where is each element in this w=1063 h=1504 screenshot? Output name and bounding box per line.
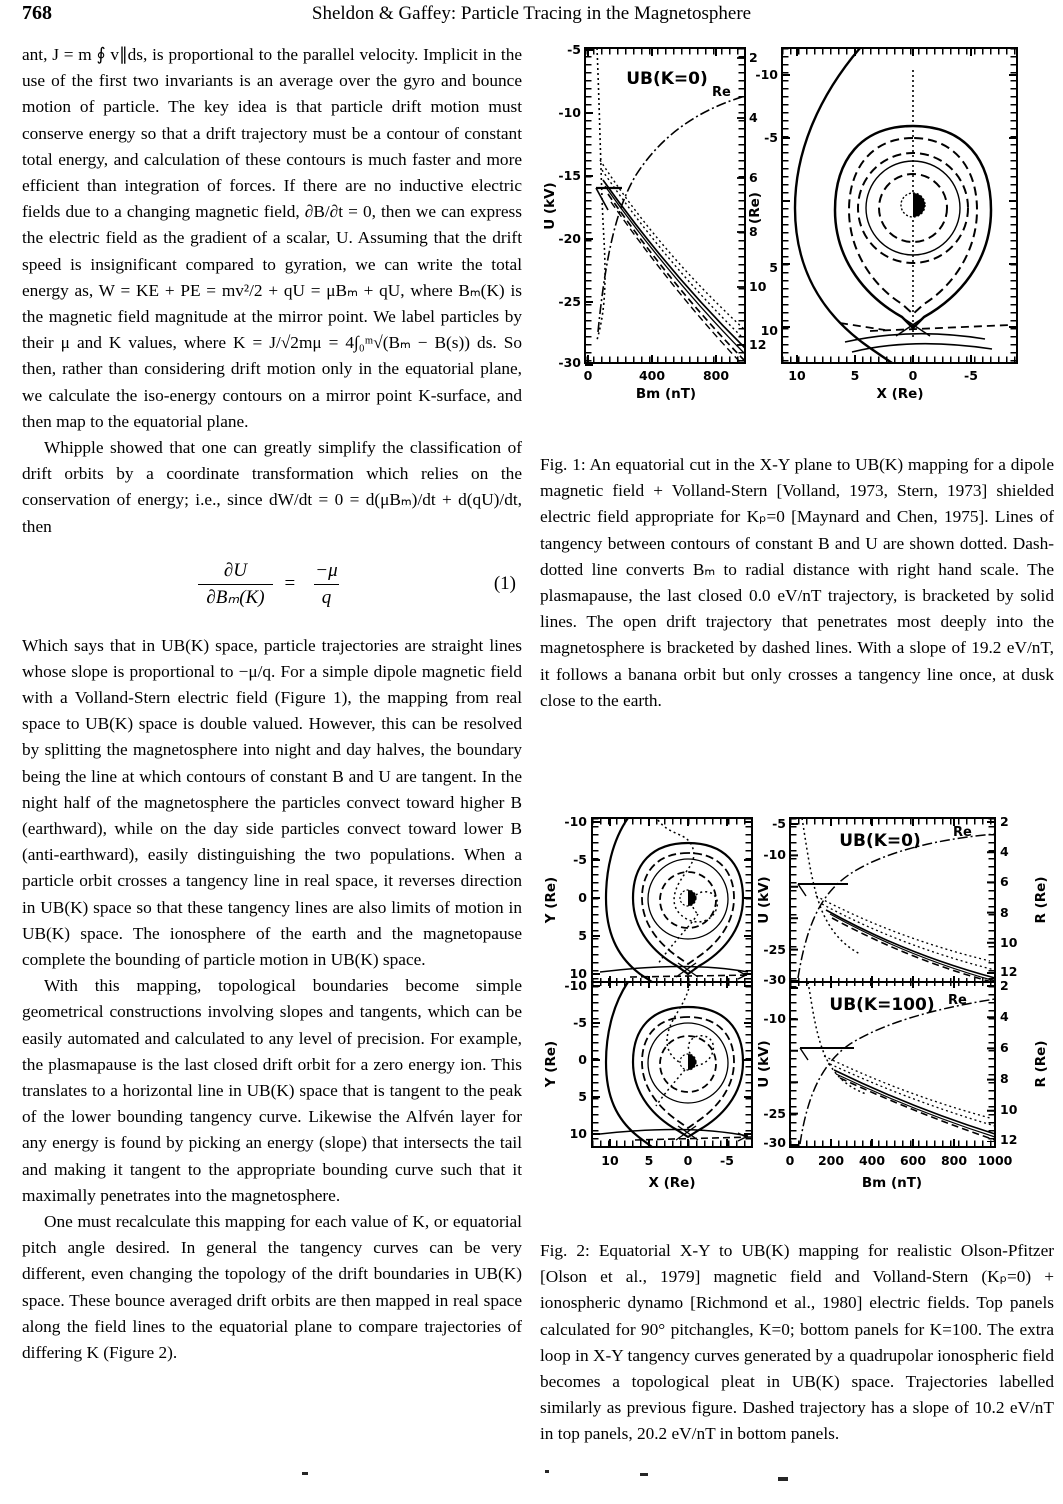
fig2-xy-xtick-3: -5 <box>720 1153 734 1168</box>
fig2-xybot-ytick-2: 0 <box>578 1052 587 1067</box>
fig1-earth-symbol <box>901 193 925 217</box>
paragraph-5: One must recalculate this mapping for each value of K, or equatorial pitch angle desired. In general the tangency curves can be very different, even changing the topology of the drift boundaries in UB(K) space. These bounce averaged drift orbits are then mapped in real space along the field lines to the equatorial plane to compare trajectories of differing K (Figure 2). <box>22 1212 522 1363</box>
fig1-ub-xlabel: Bm (nT) <box>635 386 697 402</box>
fig1-xy-panel <box>747 48 1017 402</box>
fig2-ubtop-rtick-1: 4 <box>1000 844 1009 859</box>
left-column <box>22 42 522 1366</box>
fig2-ubbot-rtick-0: 2 <box>1000 978 1009 993</box>
fig1-ub-ylabel: U (kV) <box>542 182 558 230</box>
fig1-ub-ytick-0: -5 <box>567 42 581 57</box>
fig2-xy-panels <box>543 814 752 1191</box>
equation-equals: = <box>284 573 296 595</box>
equation-lhs-denominator: ∂Bₘ(K) <box>198 584 272 609</box>
fig2-xybot-ytick-0: -10 <box>564 978 587 993</box>
fig2-earth-bottom <box>680 1054 696 1070</box>
equation-number: (1) <box>493 573 516 595</box>
fig2-ubbot-title: UB(K=100) <box>829 995 935 1015</box>
scan-artifact <box>640 1473 648 1476</box>
fig1-ub-rtick-0: 2 <box>749 50 758 65</box>
scan-artifact <box>302 1472 308 1475</box>
fig1-ub-rtick-1: 4 <box>749 110 758 125</box>
fig1-ub-ytick-1: -10 <box>558 105 581 120</box>
fig2-xytop-ytick-3: 5 <box>578 928 587 943</box>
fig2-ubbot-rtick-5: 12 <box>1000 1132 1018 1147</box>
fig1-xy-xtick-1: 5 <box>850 368 860 383</box>
page-number: 768 <box>22 2 52 24</box>
fig1-ub-xtick-0: 0 <box>583 368 593 383</box>
fig2-xy-xtick-2: 0 <box>683 1153 693 1168</box>
fig2-xy-xlabel: X (Re) <box>648 1175 696 1191</box>
figure-1-plot <box>540 40 1063 412</box>
fig2-ub-xtick-2: 400 <box>858 1153 886 1168</box>
fig2-xy-xtick-0: 10 <box>601 1153 619 1168</box>
scan-artifact <box>545 1470 549 1473</box>
fig1-xy-xtick-3: -5 <box>964 368 978 383</box>
fig1-xy-ytick-0: -10 <box>755 67 778 82</box>
fig2-xytop-ytick-0: -10 <box>564 814 587 829</box>
fig2-xybot-ylabel: Y (Re) <box>543 1040 559 1088</box>
fig2-ubbot-rtick-3: 8 <box>1000 1071 1009 1086</box>
fig2-ubbot-ytick-0: -10 <box>763 1011 786 1026</box>
fig2-ubtop-ylabel: U (kV) <box>756 876 772 924</box>
fig2-ub-xtick-3: 600 <box>899 1153 927 1168</box>
running-title: Sheldon & Gaffey: Particle Tracing in the Magnetosphere <box>311 3 752 24</box>
fig2-ubbot-rtick-2: 6 <box>1000 1040 1009 1055</box>
fig2-ub-xtick-5: 1000 <box>977 1153 1013 1168</box>
scan-artifact <box>778 1477 788 1481</box>
fig1-ub-panel <box>542 42 767 402</box>
fig2-ubtop-ytick-2: -25 <box>763 942 786 957</box>
fig2-ubbot-ytick-2: -30 <box>763 1135 786 1150</box>
fig1-ub-ytick-4: -25 <box>558 294 581 309</box>
fig1-ub-ytick-3: -20 <box>558 231 581 246</box>
figure-2-plot <box>540 796 1063 1200</box>
fig2-ub-panels <box>756 814 1049 1191</box>
fig2-ubtop-ytick-1: -10 <box>763 847 786 862</box>
fig1-xy-ytick-3: 10 <box>760 323 778 338</box>
figure-2-caption: Fig. 2: Equatorial X-Y to UB(K) mapping for realistic Olson-Pfitzer [Olson et al., 1979] magnetic field and Volland-Stern (Kₚ=0) + ionospheric dynamo [Richmond et al., 1980] electric fields. Top panels calculated for 90° pitchangles, K=0; bottom panels for K=100. The extra loop in X-Y tangency curves generated by a quadrupolar ionospheric field becomes a topological pleat in UB(K) space. Trajectories labelled similarly as previous figure. Dashed trajectory has a slope of 10.2 eV/nT in top panels, 20.2 eV/nT in bottom panels. <box>540 1241 1054 1444</box>
fig2-ubtop-rlabel: R (Re) <box>1033 876 1049 924</box>
fig2-ub-xtick-0: 0 <box>785 1153 795 1168</box>
equation-rhs <box>307 560 345 609</box>
fig2-ub-xtick-4: 800 <box>940 1153 968 1168</box>
equation-rhs-denominator: q <box>314 584 340 609</box>
fig2-ubtop-rtick-5: 12 <box>1000 964 1018 979</box>
fig2-xybot-ytick-4: 10 <box>569 1126 587 1141</box>
fig2-ubbot-rtick-1: 4 <box>1000 1009 1009 1024</box>
fig2-ubbot-rlabel: R (Re) <box>1033 1040 1049 1088</box>
fig2-xybot-ytick-3: 5 <box>578 1089 587 1104</box>
fig2-ubtop-rtick-3: 8 <box>1000 905 1009 920</box>
equation-rhs-numerator: −μ <box>315 559 338 581</box>
fig1-xy-xlabel: X (Re) <box>876 386 924 402</box>
fig1-ub-xtick-2: 800 <box>702 368 730 383</box>
fig2-ubtop-ytick-0: -5 <box>772 816 786 831</box>
fig2-earth-top <box>680 890 696 906</box>
fig2-xytop-ylabel: Y (Re) <box>543 876 559 924</box>
equation-lhs <box>198 560 272 609</box>
paragraph-1: ant, J = m ∮ v∥ds, is proportional to the parallel velocity. Implicit in the use of the first two invariants is an average over the gyro and bounce motion of particle. The key idea is that particle drift motion must conserve energy so that a drift trajectory must be a contour of constant total energy, and calculation of these contours is much faster and more efficient than integration of forces. If there are no inductive electric fields due to a changing magnetic field, ∂B/∂t = 0, then we can express the electric field as the gradient of a scalar, U. Assuming that the drift speed is insignificant compared to gyration, we can write the total energy as, W = KE + PE = mv²/2 + qU = μBₘ + qU, where Bₘ(K) is the magnetic field magnitude at the mirror point. We label particles by their μ and K values, where K = J/√2mμ = 4∫₀ᵐ√(Bₘ − B(s)) ds. So then, rather than considering drift motion only in the equatorial plane, we calculate the iso-energy contours on a mirror point K-surface, and then map to the equatorial plane. <box>22 45 522 431</box>
fig1-ub-rtick-2: 6 <box>749 170 758 185</box>
fig2-ubbot-ytick-1: -25 <box>763 1106 786 1121</box>
fig2-xy-xtick-1: 5 <box>644 1153 654 1168</box>
fig1-xy-ytick-1: -5 <box>764 130 778 145</box>
paragraph-3: Which says that in UB(K) space, particle trajectories are straight lines whose slope is proportional to −μ/q. For a simple dipole magnetic field with a Volland-Stern electric field (Figure 1), the mapping from real space to UB(K) space is double valued. However, this can be resolved by splitting the magnetosphere into night and day halves, the boundary being the line at which contours of constant B and U are tangent. In the night half of the magnetosphere the particles convect toward higher B (earthward), while on the day side particles convect toward lower B (anti-earthward), easily distinguishing the two populations. When a particle orbit crosses a tangency line in real space, it reverses direction in UB(K) space so that these tangency lines are also limits of motion in UB(K) space. The ionosphere of the earth and the magnetopause complete the bounding of particle motion in UB(K) space. <box>22 635 522 969</box>
fig1-ub-rtick-4: 10 <box>749 279 767 294</box>
fig1-ub-ytick-2: -15 <box>558 168 581 183</box>
equation-lhs-numerator: ∂U <box>223 559 248 581</box>
fig1-ub-xtick-1: 400 <box>638 368 666 383</box>
fig2-ubtop-rtick-0: 2 <box>1000 814 1009 829</box>
fig2-ubtop-rtick-4: 10 <box>1000 935 1018 950</box>
paragraph-2: Whipple showed that one can greatly simplify the classification of drift orbits by a coordinate transformation which relies on the conservation of energy; i.e., since dW/dt = 0 = d(μBₘ)/dt + d(qU)/dt, then <box>22 438 522 536</box>
fig2-ubtop-re-label: Re <box>953 825 972 840</box>
fig1-ub-rtick-3: 8 <box>749 224 758 239</box>
fig1-ub-title: UB(K=0) <box>626 69 708 89</box>
fig1-ub-ytick-5: -30 <box>558 355 581 370</box>
fig2-ubtop-rtick-2: 6 <box>1000 874 1009 889</box>
fig1-ub-rtick-5: 12 <box>749 337 767 352</box>
fig2-ubtop-ytick-3: -30 <box>763 972 786 987</box>
fig2-ubbot-re-label: Re <box>948 993 967 1008</box>
paragraph-4: With this mapping, topological boundaries become simple geometrical constructions involving slopes and tangents, which can be easily automated and calculated to any level of precision. For example, the plasmapause is the last closed drift orbit for a zero energy ion. This translates to a horizontal line in UB(K) space that is tangent to the peak of the lower bounding tangency curve. Likewise the Alfvén layer for any energy is found by picking an energy (slope) that intersects the tail and making it tangent to the appropriate bounding curve such that it maximally penetrates into the magnetosphere. <box>22 976 522 1205</box>
equation-1 <box>22 560 522 609</box>
fig2-ubtop-title: UB(K=0) <box>839 831 921 851</box>
fig1-xy-ytick-2: 5 <box>769 260 778 275</box>
fig2-ub-xlabel: Bm (nT) <box>861 1175 923 1191</box>
fig1-xy-xtick-2: 0 <box>908 368 918 383</box>
fig1-xy-ylabel: (Re) <box>747 192 763 224</box>
fig1-xy-xtick-0: 10 <box>788 368 806 383</box>
fig2-ubbot-rtick-4: 10 <box>1000 1102 1018 1117</box>
fig2-xybot-ytick-1: -5 <box>573 1015 587 1030</box>
fig2-ubbot-ylabel: U (kV) <box>756 1040 772 1088</box>
fig2-ub-xtick-1: 200 <box>817 1153 845 1168</box>
fig2-xytop-ytick-1: -5 <box>573 852 587 867</box>
figure-1-caption: Fig. 1: An equatorial cut in the X-Y plane to UB(K) mapping for a dipole magnetic field + Volland-Stern [Volland, 1973, Stern, 1973] shielded electric field appropriate for Kₚ=0 [Maynard and Chen, 1975]. Lines of tangency between contours of constant B and U are shown dotted. Dash-dotted line converts Bₘ to radial distance with right hand scale. The plasmapause, the last closed 0.0 eV/nT trajectory, is bracketed by solid lines. The open drift trajectory that penetrates most deeply into the magnetosphere is bracketed by dashed lines. With a slope of 19.2 eV/nT, it follows a banana orbit but only crosses a tangency line once, at dusk close to the earth. <box>540 455 1054 710</box>
fig2-xytop-ytick-2: 0 <box>578 890 587 905</box>
fig2-xytop-ytick-4: 10 <box>569 966 587 981</box>
fig1-ub-re-label: Re <box>712 85 731 100</box>
